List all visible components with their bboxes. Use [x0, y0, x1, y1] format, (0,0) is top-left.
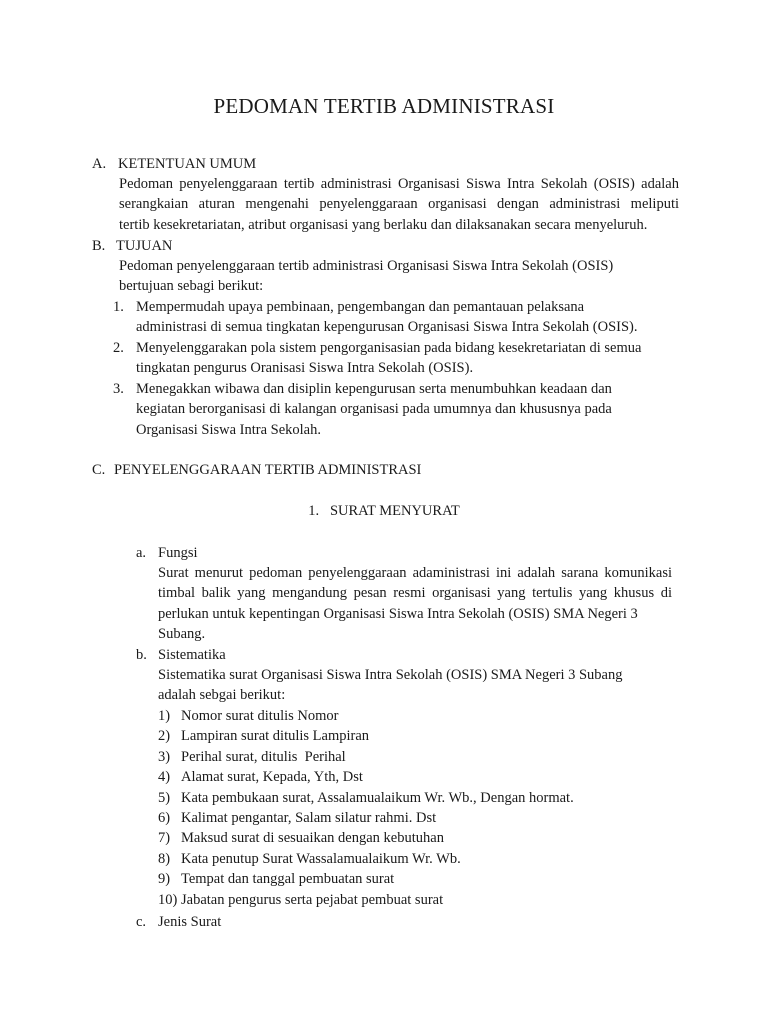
section-a-line: tertib kesekretariatan, atribut organisasi yang berlaku dan dilaksanakan secara menyeluruh. — [119, 216, 648, 233]
item-b-line: adalah sebgai berikut: — [158, 687, 286, 704]
list-number: 9) — [158, 871, 171, 888]
item-marker: b. — [136, 647, 147, 663]
section-b-item-2 — [113, 338, 673, 379]
section-a-marker: A. — [92, 156, 107, 172]
item-label: Sistematika — [158, 647, 226, 663]
section-b-intro-line: Pedoman penyelenggaraan tertib administrasi Organisasi Siswa Intra Sekolah (OSIS) — [119, 258, 614, 274]
list-number: 2. — [113, 340, 124, 356]
list-item-line: Menegakkan wibawa dan disiplin kepengurusan serta menumbuhkan keadaan dan — [136, 381, 612, 397]
section-a-line: Pedoman penyelenggaraan tertib administrasi Organisasi Siswa Intra Sekolah (OSIS) adalah — [119, 176, 679, 192]
item-c-heading — [136, 912, 696, 932]
sistematika-list-item — [158, 788, 672, 808]
list-item-text: Kata pembukaan surat, Assalamualaikum Wr. Wb., Dengan hormat. — [181, 789, 574, 806]
list-number: 3. — [113, 381, 124, 397]
item-a-line: Surat menurut pedoman penyelenggaraan adaministrasi ini adalah sarana komunikasi — [158, 565, 672, 581]
item-marker: c. — [136, 914, 147, 930]
list-number: 4) — [158, 769, 171, 786]
list-item-text: Perihal surat, ditulis Perihal — [181, 748, 346, 765]
item-b-line: Sistematika surat Organisasi Siswa Intra Sekolah (OSIS) SMA Negeri 3 Subang — [158, 667, 623, 683]
list-item-text: Kalimat pengantar, Salam silatur rahmi. Dst — [181, 809, 437, 826]
section-a-heading — [92, 154, 492, 174]
section-b-intro — [119, 256, 679, 297]
sistematika-list-item — [158, 808, 672, 828]
list-number: 2) — [158, 728, 171, 745]
list-item-line: Mempermudah upaya pembinaan, pengembangan dan pemantauan pelaksana — [136, 299, 585, 315]
subsection-heading — [0, 501, 768, 521]
list-item-text: Jabatan pengurus serta pejabat pembuat surat — [181, 891, 444, 908]
sistematika-list-item — [158, 869, 672, 889]
list-number: 1) — [158, 708, 171, 724]
section-b-marker: B. — [92, 238, 106, 254]
list-item-text: Lampiran surat ditulis Lampiran — [181, 728, 370, 745]
list-item-text: Tempat dan tanggal pembuatan surat — [181, 871, 395, 888]
list-item-text: Alamat surat, Kepada, Yth, Dst — [181, 769, 363, 786]
section-b-heading — [92, 236, 492, 256]
item-a-line: timbal balik yang mengandung pesan resmi organisasi yang tertulis yang khusus di — [158, 585, 672, 602]
section-b-intro-line: bertujuan sebagi berikut: — [119, 278, 264, 295]
section-c-marker: C. — [92, 462, 106, 478]
sistematika-list — [158, 706, 672, 910]
item-a-paragraph — [158, 563, 672, 645]
section-a-title: KETENTUAN UMUM — [118, 156, 257, 172]
subsection-number: 1. — [308, 503, 320, 519]
sistematika-list-item — [158, 849, 672, 869]
item-b-paragraph — [158, 665, 672, 706]
list-number: 3) — [158, 748, 171, 765]
item-a-heading — [136, 543, 696, 563]
list-number: 5) — [158, 789, 171, 806]
list-item-line: tingkatan pengurus Oranisasi Siswa Intra Sekolah (OSIS). — [136, 360, 474, 377]
list-item-line: Menyelenggarakan pola sistem pengorganisasian pada bidang kesekretariatan di semua — [136, 340, 642, 356]
section-b-item-1 — [113, 297, 673, 338]
list-item-line: administrasi di semua tingkatan kepengurusan Organisasi Siswa Intra Sekolah (OSIS). — [136, 319, 638, 336]
item-label: Fungsi — [158, 545, 198, 561]
list-number: 6) — [158, 809, 171, 826]
list-number: 7) — [158, 830, 171, 847]
sistematika-list-item — [158, 890, 672, 910]
sistematika-list-item — [158, 747, 672, 767]
sistematika-list-item — [158, 726, 672, 746]
item-a-line: Subang. — [158, 626, 206, 643]
list-item-line: kegiatan berorganisasi di kalangan organisasi pada umumnya dan khususnya pada — [136, 401, 612, 418]
item-marker: a. — [136, 545, 147, 561]
sistematika-list-item — [158, 828, 672, 848]
item-label: Jenis Surat — [158, 914, 222, 930]
section-b-title: TUJUAN — [116, 238, 173, 254]
list-item-text: Kata penutup Surat Wassalamualaikum Wr. Wb. — [181, 850, 461, 867]
list-item-text: Maksud surat di sesuaikan dengan kebutuhan — [181, 830, 444, 847]
list-item-line: Organisasi Siswa Intra Sekolah. — [136, 421, 321, 438]
list-number: 8) — [158, 850, 171, 867]
subsection-title: SURAT MENYURAT — [329, 503, 460, 519]
list-number: 1. — [113, 299, 124, 315]
section-c-heading — [92, 460, 572, 480]
item-a-line: perlukan untuk kepentingan Organisasi Siswa Intra Sekolah (OSIS) SMA Negeri 3 — [158, 605, 638, 622]
section-c-title: PENYELENGGARAAN TERTIB ADMINISTRASI — [114, 462, 422, 478]
list-number: 10) — [158, 891, 178, 908]
section-a-line: serangkaian aturan mengenahi penyelenggaraan organisasi dengan administrasi meliputi — [119, 196, 679, 213]
sistematika-list-item — [158, 767, 672, 787]
section-b-item-3 — [113, 379, 673, 441]
sistematika-list-item — [158, 706, 672, 726]
document-title: PEDOMAN TERTIB ADMINISTRASI — [213, 94, 555, 118]
section-a-paragraph — [119, 174, 679, 235]
list-item-text: Nomor surat ditulis Nomor — [181, 708, 339, 724]
item-b-heading — [136, 645, 696, 665]
